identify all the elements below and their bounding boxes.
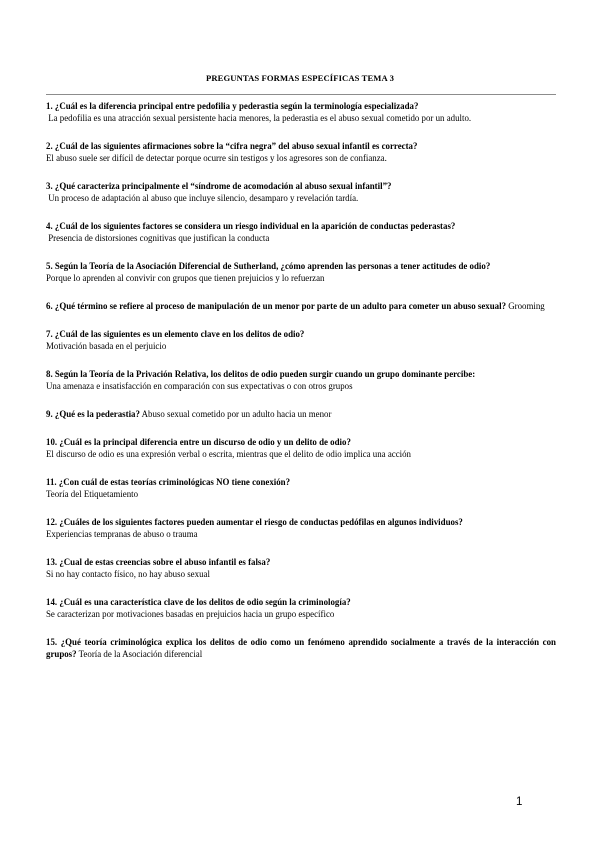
answer-text: Grooming [506,301,545,311]
question-item [46,368,556,392]
question-text: 1. ¿Cuál es la diferencia principal entre pedofilia y pederastia según la terminología especializada? [46,101,419,111]
question-item [46,516,556,540]
question-text: 3. ¿Qué caracteriza principalmente el “síndrome de acomodación al abuso sexual infantil”? [46,181,392,191]
answer-text: Si no hay contacto físico, no hay abuso sexual [46,569,210,579]
question-text: 6. ¿Qué término se refiere al proceso de manipulación de un menor por parte de un adulto para cometer un abuso sexual? [46,301,507,311]
question-list [46,100,556,676]
question-item [46,556,556,580]
question-text: 2. ¿Cuál de las siguientes afirmaciones sobre la “cifra negra” del abuso sexual infantil es correcta? [46,141,418,151]
question-item [46,180,556,204]
question-item [46,436,556,460]
question-item [46,300,556,312]
question-item [46,328,556,352]
answer-text: El discurso de odio es una expresión verbal o escrita, mientras que el delito de odio implica una acción [46,449,411,459]
question-text: 15. ¿Qué teoría criminológica explica los delitos de odio como un fenómeno aprendido socialmente a través de la interacción con grupos? [46,637,556,659]
title-divider [46,94,556,95]
question-text: 9. ¿Qué es la pederastia? [46,409,140,419]
answer-text: Experiencias tempranas de abuso o trauma [46,529,198,539]
answer-text: Teoría de la Asociación diferencial [76,649,203,659]
question-text: 7. ¿Cuál de las siguientes es un elemento clave en los delitos de odio? [46,329,305,339]
question-text: 10. ¿Cuál es la principal diferencia entre un discurso de odio y un delito de odio? [46,437,351,447]
question-text: 8. Según la Teoría de la Privación Relativa, los delitos de odio pueden surgir cuando un grupo dominante percibe: [46,369,476,379]
answer-text: El abuso suele ser difícil de detectar porque ocurre sin testigos y los agresores son de confianza. [46,153,387,163]
question-item [46,636,556,660]
page-number: 1 [516,796,523,808]
question-item [46,100,556,124]
answer-text: Abuso sexual cometido por un adulto hacia un menor [139,409,332,419]
document-title: PREGUNTAS FORMAS ESPECÍFICAS TEMA 3 [206,73,394,83]
question-item [46,408,556,420]
answer-text: Se caracterizan por motivaciones basadas en prejuicios hacia un grupo específico [46,609,335,619]
question-text: 14. ¿Cuál es una característica clave de los delitos de odio según la criminología? [46,597,351,607]
answer-text: Porque lo aprenden al convivir con grupos que tienen prejuicios y lo refuerzan [46,273,325,283]
question-text: 4. ¿Cuál de los siguientes factores se considera un riesgo individual en la aparición de conductas pederastas? [46,221,456,231]
question-text: 13. ¿Cual de estas creencias sobre el abuso infantil es falsa? [46,557,271,567]
question-text: 5. Según la Teoría de la Asociación Diferencial de Sutherland, ¿cómo aprenden las personas a tener actitudes de odio? [46,261,491,271]
answer-text: Un proceso de adaptación al abuso que incluye silencio, desamparo y revelación tardía. [46,193,359,203]
question-text: 11. ¿Con cuál de estas teorías criminológicas NO tiene conexión? [46,477,291,487]
answer-text: Presencia de distorsiones cognitivas que justifican la conducta [46,233,270,243]
answer-text: Motivación basada en el perjuicio [46,341,167,351]
answer-text: Teoría del Etiquetamiento [46,489,139,499]
answer-text: Una amenaza e insatisfacción en comparación con sus expectativas o con otros grupos [46,381,353,391]
question-item [46,140,556,164]
question-item [46,220,556,244]
question-text: 12. ¿Cuáles de los siguientes factores pueden aumentar el riesgo de conductas pedófilas en algunos individuos? [46,517,463,527]
answer-text: La pedofilia es una atracción sexual persistente hacia menores, la pederastia es el abuso sexual cometido por un adulto. [46,113,472,123]
question-item [46,476,556,500]
question-item [46,260,556,284]
question-item [46,596,556,620]
